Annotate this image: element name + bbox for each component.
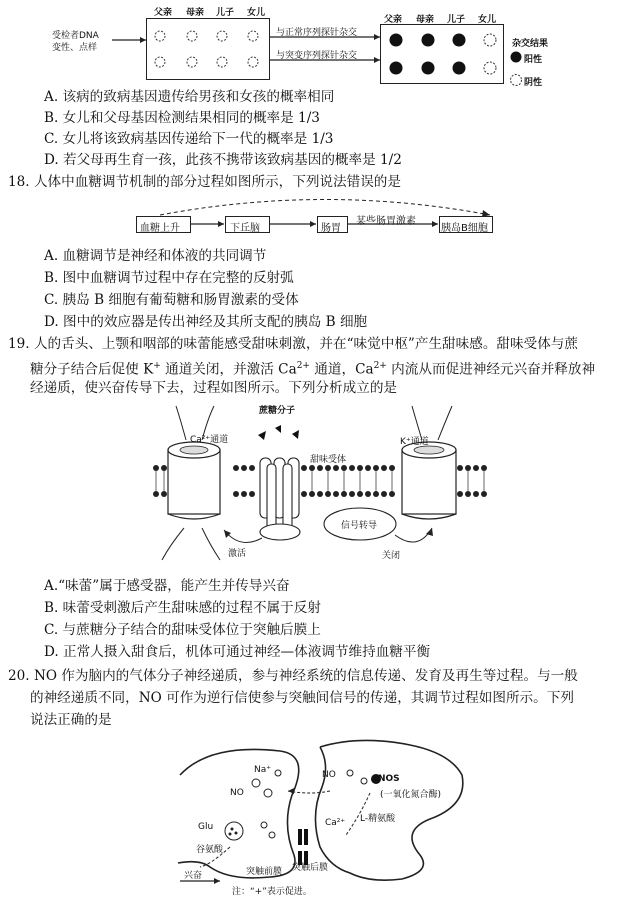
- fig19-label-k-channel: K⁺通道: [400, 437, 429, 447]
- fig17-result-membrane: [380, 24, 504, 84]
- q17-option-c: C. 女儿将该致病基因传递给下一代的概率是 1/3: [44, 131, 334, 147]
- q17-option-a: A. 该病的致病基因遗传给男孩和女孩的概率相同: [44, 89, 335, 105]
- q19-stem-line-2: 糖分子结合后促使 K+ 通道关闭，并激活 $Ca^{2+}$ 通道，$Ca^{2+}$ 内流从而促进神经元兴奋并释放神: [30, 361, 596, 378]
- fig19-label-receptor: 甜味受体: [310, 455, 347, 465]
- q19-stem-line-1: 19. 人的舌头、上颚和咽部的味蕾能感受甜味刺激，并在“味觉中枢”产生甜味感。甜味受体与蔗: [8, 336, 578, 352]
- q18-option-b: B. 图中血糖调节过程中存在完整的反射弧: [44, 270, 294, 286]
- fig20-label-excite: 兴奋: [184, 871, 203, 881]
- fig17-col-daughter: 女儿: [247, 8, 266, 18]
- fig17-col-son: 儿子: [216, 8, 235, 18]
- fig17-right-col-daughter: 女儿: [478, 15, 497, 25]
- q17-option-d: D. 若父母再生育一孩，此孩不携带该致病基因的概率是 1/2: [44, 152, 402, 168]
- fig17-left-label-2: 变性、点样: [52, 43, 98, 53]
- fig20-label-ca: Ca²⁺: [325, 818, 346, 828]
- fig17-legend-positive: 阳性: [524, 55, 543, 65]
- fig17-probe-mutant: 与突变序列探针杂交: [276, 51, 358, 61]
- fig19-membrane-drawing: [150, 400, 490, 572]
- fig17-legend-negative: 阴性: [524, 78, 543, 88]
- fig18-label-gut-hormone: 某些肠胃激素: [356, 216, 416, 227]
- fig19-label-close: 关闭: [382, 551, 401, 561]
- fig20-label-arginine: L-精氨酸: [360, 814, 396, 824]
- fig18-label-islet-b: 胰岛B细胞: [441, 223, 488, 234]
- fig20-label-glu: Glu: [198, 822, 214, 832]
- fig17-probe-normal: 与正常序列探针杂交: [276, 28, 358, 38]
- fig19-label-activate: 激活: [228, 549, 247, 559]
- q18-stem: 18. 人体中血糖调节机制的部分过程如图所示，下列说法错误的是: [8, 174, 401, 190]
- fig17-legend-title: 杂交结果: [512, 39, 549, 49]
- fig20-note: 注：“+”表示促进。: [232, 887, 312, 897]
- fig20-label-presynaptic: 突触前膜: [246, 867, 283, 877]
- q20-stem-line-1: 20. NO 作为脑内的气体分子神经递质，参与神经系统的信息传递、发育及再生等过程。与一般: [8, 668, 578, 684]
- q19-option-a: A.“味蕾”属于感受器，能产生并传导兴奋: [44, 578, 290, 594]
- fig20-label-na: Na⁺: [254, 765, 271, 775]
- fig19-label-sucrose: 蔗糖分子: [259, 406, 296, 416]
- fig17-col-father: 父亲: [154, 8, 173, 18]
- q17-option-b: B. 女儿和父母基因检测结果相同的概率是 1/3: [44, 110, 320, 126]
- fig17-right-col-father: 父亲: [384, 15, 403, 25]
- q20-stem-line-3: 说法正确的是: [30, 712, 112, 728]
- q20-stem-line-2: 的神经递质不同，NO 可作为逆行信使参与突触间信号的传递，其调节过程如图所示。下列: [30, 690, 574, 706]
- q19-option-d: D. 正常人摄入甜食后，机体可通过神经—体液调节维持血糖平衡: [44, 644, 431, 660]
- fig20-label-postsynaptic: 突触后膜: [292, 863, 329, 873]
- fig20-label-no-post: NO: [322, 770, 336, 780]
- q19-option-c: C. 与蔗糖分子结合的甜味受体位于突触后膜上: [44, 622, 321, 638]
- fig20-label-glu-desc: 谷氨酸: [196, 845, 224, 855]
- fig20-label-nos-desc: (一氧化氮合酶): [380, 790, 442, 800]
- q18-option-c: C. 胰岛 B 细胞有葡萄糖和肠胃激素的受体: [44, 292, 299, 308]
- q18-option-d: D. 图中的效应器是传出神经及其所支配的胰岛 B 细胞: [44, 314, 368, 330]
- fig18-label-glucose-rise: 血糖上升: [140, 223, 180, 234]
- q19-stem-line-3: 经递质，使兴奋传导下去，过程如图所示。下列分析成立的是: [30, 380, 398, 396]
- fig17-right-col-mother: 母亲: [416, 15, 435, 25]
- fig19-label-signal: 信号转导: [341, 521, 378, 531]
- fig20-label-no-pre: NO: [230, 788, 244, 798]
- fig19-label-ca-channel: Ca²⁺通道: [190, 435, 229, 445]
- fig17-left-label-1: 受检者DNA: [52, 31, 99, 41]
- fig18-label-gut: 肠胃: [321, 223, 341, 234]
- q19-option-b: B. 味蕾受刺激后产生甜味感的过程不属于反射: [44, 600, 321, 616]
- q18-option-a: A. 血糖调节是神经和体液的共同调节: [44, 248, 267, 264]
- fig17-right-col-son: 儿子: [447, 15, 466, 25]
- fig18-label-hypothalamus: 下丘脑: [230, 223, 260, 234]
- fig20-label-nos: NOS: [378, 774, 400, 784]
- fig17-col-mother: 母亲: [186, 8, 205, 18]
